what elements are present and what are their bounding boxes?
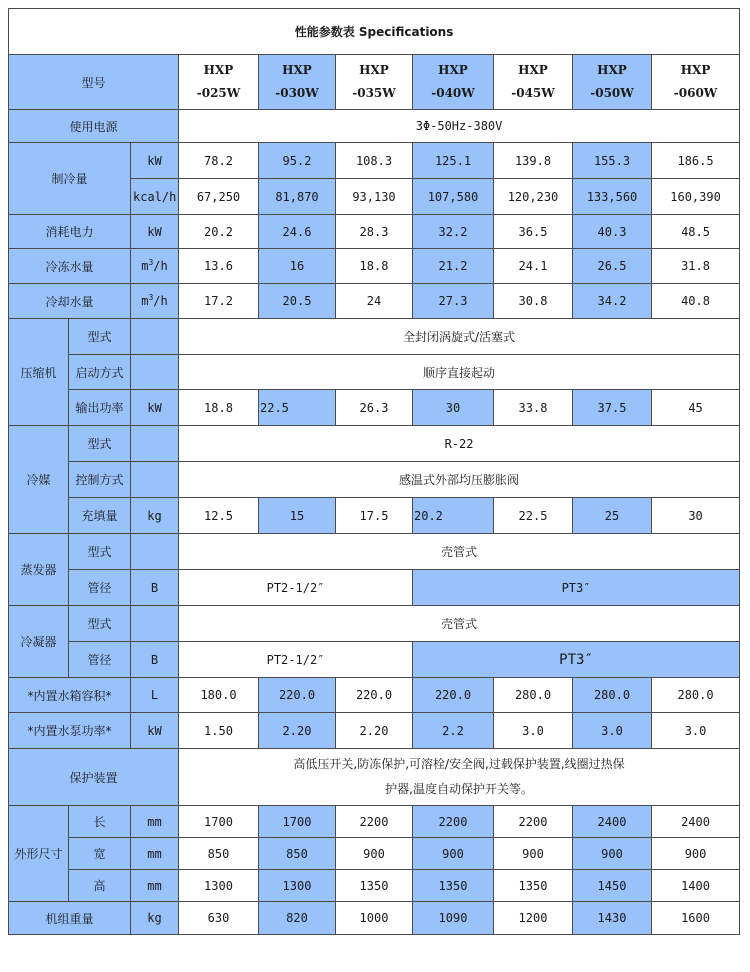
value-cell: 21.2 — [413, 249, 494, 284]
value-cell: 2200 — [413, 806, 494, 838]
evaporator-pipe-small: PT2-1/2″ — [179, 570, 413, 606]
value-cell: 1350 — [336, 870, 413, 902]
value-cell: 1400 — [652, 870, 740, 902]
refrigerant-type-value: R-22 — [179, 426, 740, 462]
pump-power-label: *内置水泵功率* — [9, 713, 131, 749]
value-cell: 24.6 — [259, 215, 336, 249]
value-cell: 24 — [336, 284, 413, 319]
unit-empty — [131, 606, 179, 642]
unit-mm: mm — [131, 838, 179, 870]
dimensions-label: 外形尺寸 — [9, 806, 69, 902]
refrigerant-type-row — [9, 426, 740, 462]
value-cell: 40.8 — [652, 284, 740, 319]
value-cell: 18.8 — [336, 249, 413, 284]
control-method-value: 感温式外部均压膨胀阀 — [179, 462, 740, 498]
unit-empty — [131, 319, 179, 355]
weight-label: 机组重量 — [9, 902, 131, 935]
value-cell: 1430 — [573, 902, 652, 935]
value-cell: 900 — [413, 838, 494, 870]
value-cell: 22.5 — [259, 390, 336, 426]
value-cell: 1300 — [179, 870, 259, 902]
model-cell: HXP -040W — [413, 55, 494, 110]
cooling-capacity-label: 制冷量 — [9, 143, 131, 215]
value-cell: 67,250 — [179, 179, 259, 215]
value-cell: 17.2 — [179, 284, 259, 319]
value-cell: 22.5 — [494, 498, 573, 534]
length-row — [9, 806, 740, 838]
protection-label: 保护装置 — [9, 749, 179, 806]
condenser-pipe-large: PT3″ — [413, 642, 740, 678]
value-cell: 186.5 — [652, 143, 740, 179]
tank-volume-row — [9, 678, 740, 713]
model-cell: HXP -050W — [573, 55, 652, 110]
title-row — [9, 9, 740, 55]
value-cell: 93,130 — [336, 179, 413, 215]
unit-kg: kg — [131, 902, 179, 935]
unit-m3h: $m^3/h$ — [131, 284, 179, 319]
height-label: 高 — [69, 870, 131, 902]
condenser-type-row — [9, 606, 740, 642]
value-cell: 32.2 — [413, 215, 494, 249]
unit-empty — [131, 534, 179, 570]
control-method-label: 控制方式 — [69, 462, 131, 498]
output-power-row — [9, 390, 740, 426]
cooling-water-label: 冷却水量 — [9, 284, 131, 319]
value-cell: 1.50 — [179, 713, 259, 749]
value-cell: 280.0 — [652, 678, 740, 713]
width-label: 宽 — [69, 838, 131, 870]
evaporator-type-label: 型式 — [69, 534, 131, 570]
value-cell: 630 — [179, 902, 259, 935]
value-cell: 155.3 — [573, 143, 652, 179]
charge-label: 充填量 — [69, 498, 131, 534]
value-cell: 107,580 — [413, 179, 494, 215]
evaporator-label: 蒸发器 — [9, 534, 69, 606]
model-cell: HXP -030W — [259, 55, 336, 110]
charge-row — [9, 498, 740, 534]
evaporator-pipe-row — [9, 570, 740, 606]
model-cell: HXP -060W — [652, 55, 740, 110]
cooling-kw-row — [9, 143, 740, 179]
value-cell: 25 — [573, 498, 652, 534]
value-cell: 280.0 — [494, 678, 573, 713]
length-label: 长 — [69, 806, 131, 838]
chilled-water-row — [9, 249, 740, 284]
output-power-label: 输出功率 — [69, 390, 131, 426]
value-cell: 26.5 — [573, 249, 652, 284]
value-cell: 2.2 — [413, 713, 494, 749]
value-cell: 220.0 — [259, 678, 336, 713]
value-cell: 1450 — [573, 870, 652, 902]
value-cell: 36.5 — [494, 215, 573, 249]
value-cell: 13.6 — [179, 249, 259, 284]
value-cell: 900 — [336, 838, 413, 870]
power-source-row — [9, 110, 740, 143]
unit-kw: kW — [131, 390, 179, 426]
value-cell: 20.5 — [259, 284, 336, 319]
compressor-label: 压缩机 — [9, 319, 69, 426]
value-cell: 220.0 — [336, 678, 413, 713]
value-cell: 900 — [573, 838, 652, 870]
value-cell: 1350 — [494, 870, 573, 902]
value-cell: 34.2 — [573, 284, 652, 319]
control-method-row — [9, 462, 740, 498]
unit-mm: mm — [131, 870, 179, 902]
value-cell: 2200 — [494, 806, 573, 838]
value-cell: 850 — [179, 838, 259, 870]
condenser-label: 冷凝器 — [9, 606, 69, 678]
value-cell: 30 — [413, 390, 494, 426]
protection-row — [9, 749, 740, 806]
value-cell: 1090 — [413, 902, 494, 935]
value-cell: 45 — [652, 390, 740, 426]
refrigerant-type-label: 型式 — [69, 426, 131, 462]
value-cell: 48.5 — [652, 215, 740, 249]
condenser-pipe-small: PT2-1/2″ — [179, 642, 413, 678]
value-cell: 16 — [259, 249, 336, 284]
unit-kw: kW — [131, 713, 179, 749]
value-cell: 3.0 — [652, 713, 740, 749]
condenser-type-value: 壳管式 — [179, 606, 740, 642]
value-cell: 1200 — [494, 902, 573, 935]
value-cell: 900 — [652, 838, 740, 870]
value-cell: 1300 — [259, 870, 336, 902]
value-cell: 820 — [259, 902, 336, 935]
height-row — [9, 870, 740, 902]
value-cell: 2400 — [652, 806, 740, 838]
value-cell: 40.3 — [573, 215, 652, 249]
value-cell: 2400 — [573, 806, 652, 838]
protection-value: 高低压开关,防冻保护,可溶栓/安全阀,过载保护装置,线圈过热保护器,温度自动保护开关等。 — [179, 749, 740, 806]
unit-b: B — [131, 642, 179, 678]
cooling-water-row — [9, 284, 740, 319]
evaporator-pipe-label: 管径 — [69, 570, 131, 606]
value-cell: 1600 — [652, 902, 740, 935]
value-cell: 30.8 — [494, 284, 573, 319]
value-cell: 26.3 — [336, 390, 413, 426]
width-row — [9, 838, 740, 870]
value-cell: 1700 — [259, 806, 336, 838]
power-consumption-row — [9, 215, 740, 249]
value-cell: 180.0 — [179, 678, 259, 713]
value-cell: 900 — [494, 838, 573, 870]
evaporator-pipe-large: PT3″ — [413, 570, 740, 606]
value-cell: 125.1 — [413, 143, 494, 179]
value-cell: 18.8 — [179, 390, 259, 426]
value-cell: 28.3 — [336, 215, 413, 249]
value-cell: 850 — [259, 838, 336, 870]
value-cell: 139.8 — [494, 143, 573, 179]
compressor-type-label: 型式 — [69, 319, 131, 355]
model-cell: HXP -035W — [336, 55, 413, 110]
unit-kg: kg — [131, 498, 179, 534]
condenser-pipe-label: 管径 — [69, 642, 131, 678]
table-title — [9, 9, 740, 55]
evaporator-type-row — [9, 534, 740, 570]
power-consumption-label: 消耗电力 — [9, 215, 131, 249]
model-row — [9, 55, 740, 110]
unit-kw: kW — [131, 215, 179, 249]
value-cell: 133,560 — [573, 179, 652, 215]
value-cell: 17.5 — [336, 498, 413, 534]
value-cell: 30 — [652, 498, 740, 534]
chilled-water-label: 冷冻水量 — [9, 249, 131, 284]
value-cell: 24.1 — [494, 249, 573, 284]
start-method-row — [9, 355, 740, 390]
value-cell: 27.3 — [413, 284, 494, 319]
condenser-type-label: 型式 — [69, 606, 131, 642]
weight-row — [9, 902, 740, 935]
unit-empty — [131, 426, 179, 462]
value-cell: 1700 — [179, 806, 259, 838]
power-source-value: 3Φ-50Hz-380V — [179, 110, 740, 143]
evaporator-type-value: 壳管式 — [179, 534, 740, 570]
value-cell: 160,390 — [652, 179, 740, 215]
unit-m3h: $m^3/h$ — [131, 249, 179, 284]
unit-l: L — [131, 678, 179, 713]
unit-mm: mm — [131, 806, 179, 838]
specifications-table — [8, 8, 740, 935]
value-cell: 1000 — [336, 902, 413, 935]
start-method-value: 顺序直接起动 — [179, 355, 740, 390]
unit-kcal: kcal/h — [131, 179, 179, 215]
pump-power-row — [9, 713, 740, 749]
value-cell: 2.20 — [259, 713, 336, 749]
value-cell: 81,870 — [259, 179, 336, 215]
power-source-label: 使用电源 — [9, 110, 179, 143]
value-cell: 20.2 — [179, 215, 259, 249]
value-cell: 1350 — [413, 870, 494, 902]
value-cell: 20.2 — [413, 498, 494, 534]
value-cell: 78.2 — [179, 143, 259, 179]
value-cell: 220.0 — [413, 678, 494, 713]
model-label: 型号 — [9, 55, 179, 110]
table-title-text: 性能参数表 Specifications — [294, 25, 454, 39]
value-cell: 2200 — [336, 806, 413, 838]
value-cell: 3.0 — [573, 713, 652, 749]
value-cell: 31.8 — [652, 249, 740, 284]
value-cell: 280.0 — [573, 678, 652, 713]
unit-kw: kW — [131, 143, 179, 179]
value-cell: 120,230 — [494, 179, 573, 215]
value-cell: 95.2 — [259, 143, 336, 179]
compressor-type-row — [9, 319, 740, 355]
value-cell: 108.3 — [336, 143, 413, 179]
value-cell: 15 — [259, 498, 336, 534]
value-cell: 37.5 — [573, 390, 652, 426]
value-cell: 3.0 — [494, 713, 573, 749]
unit-b: B — [131, 570, 179, 606]
model-cell: HXP -025W — [179, 55, 259, 110]
compressor-type-value: 全封闭涡旋式/活塞式 — [179, 319, 740, 355]
condenser-pipe-row — [9, 642, 740, 678]
tank-volume-label: *内置水箱容积* — [9, 678, 131, 713]
refrigerant-label: 冷媒 — [9, 426, 69, 534]
unit-empty — [131, 462, 179, 498]
unit-empty — [131, 355, 179, 390]
start-method-label: 启动方式 — [69, 355, 131, 390]
model-cell: HXP -045W — [494, 55, 573, 110]
value-cell: 12.5 — [179, 498, 259, 534]
value-cell: 33.8 — [494, 390, 573, 426]
value-cell: 2.20 — [336, 713, 413, 749]
